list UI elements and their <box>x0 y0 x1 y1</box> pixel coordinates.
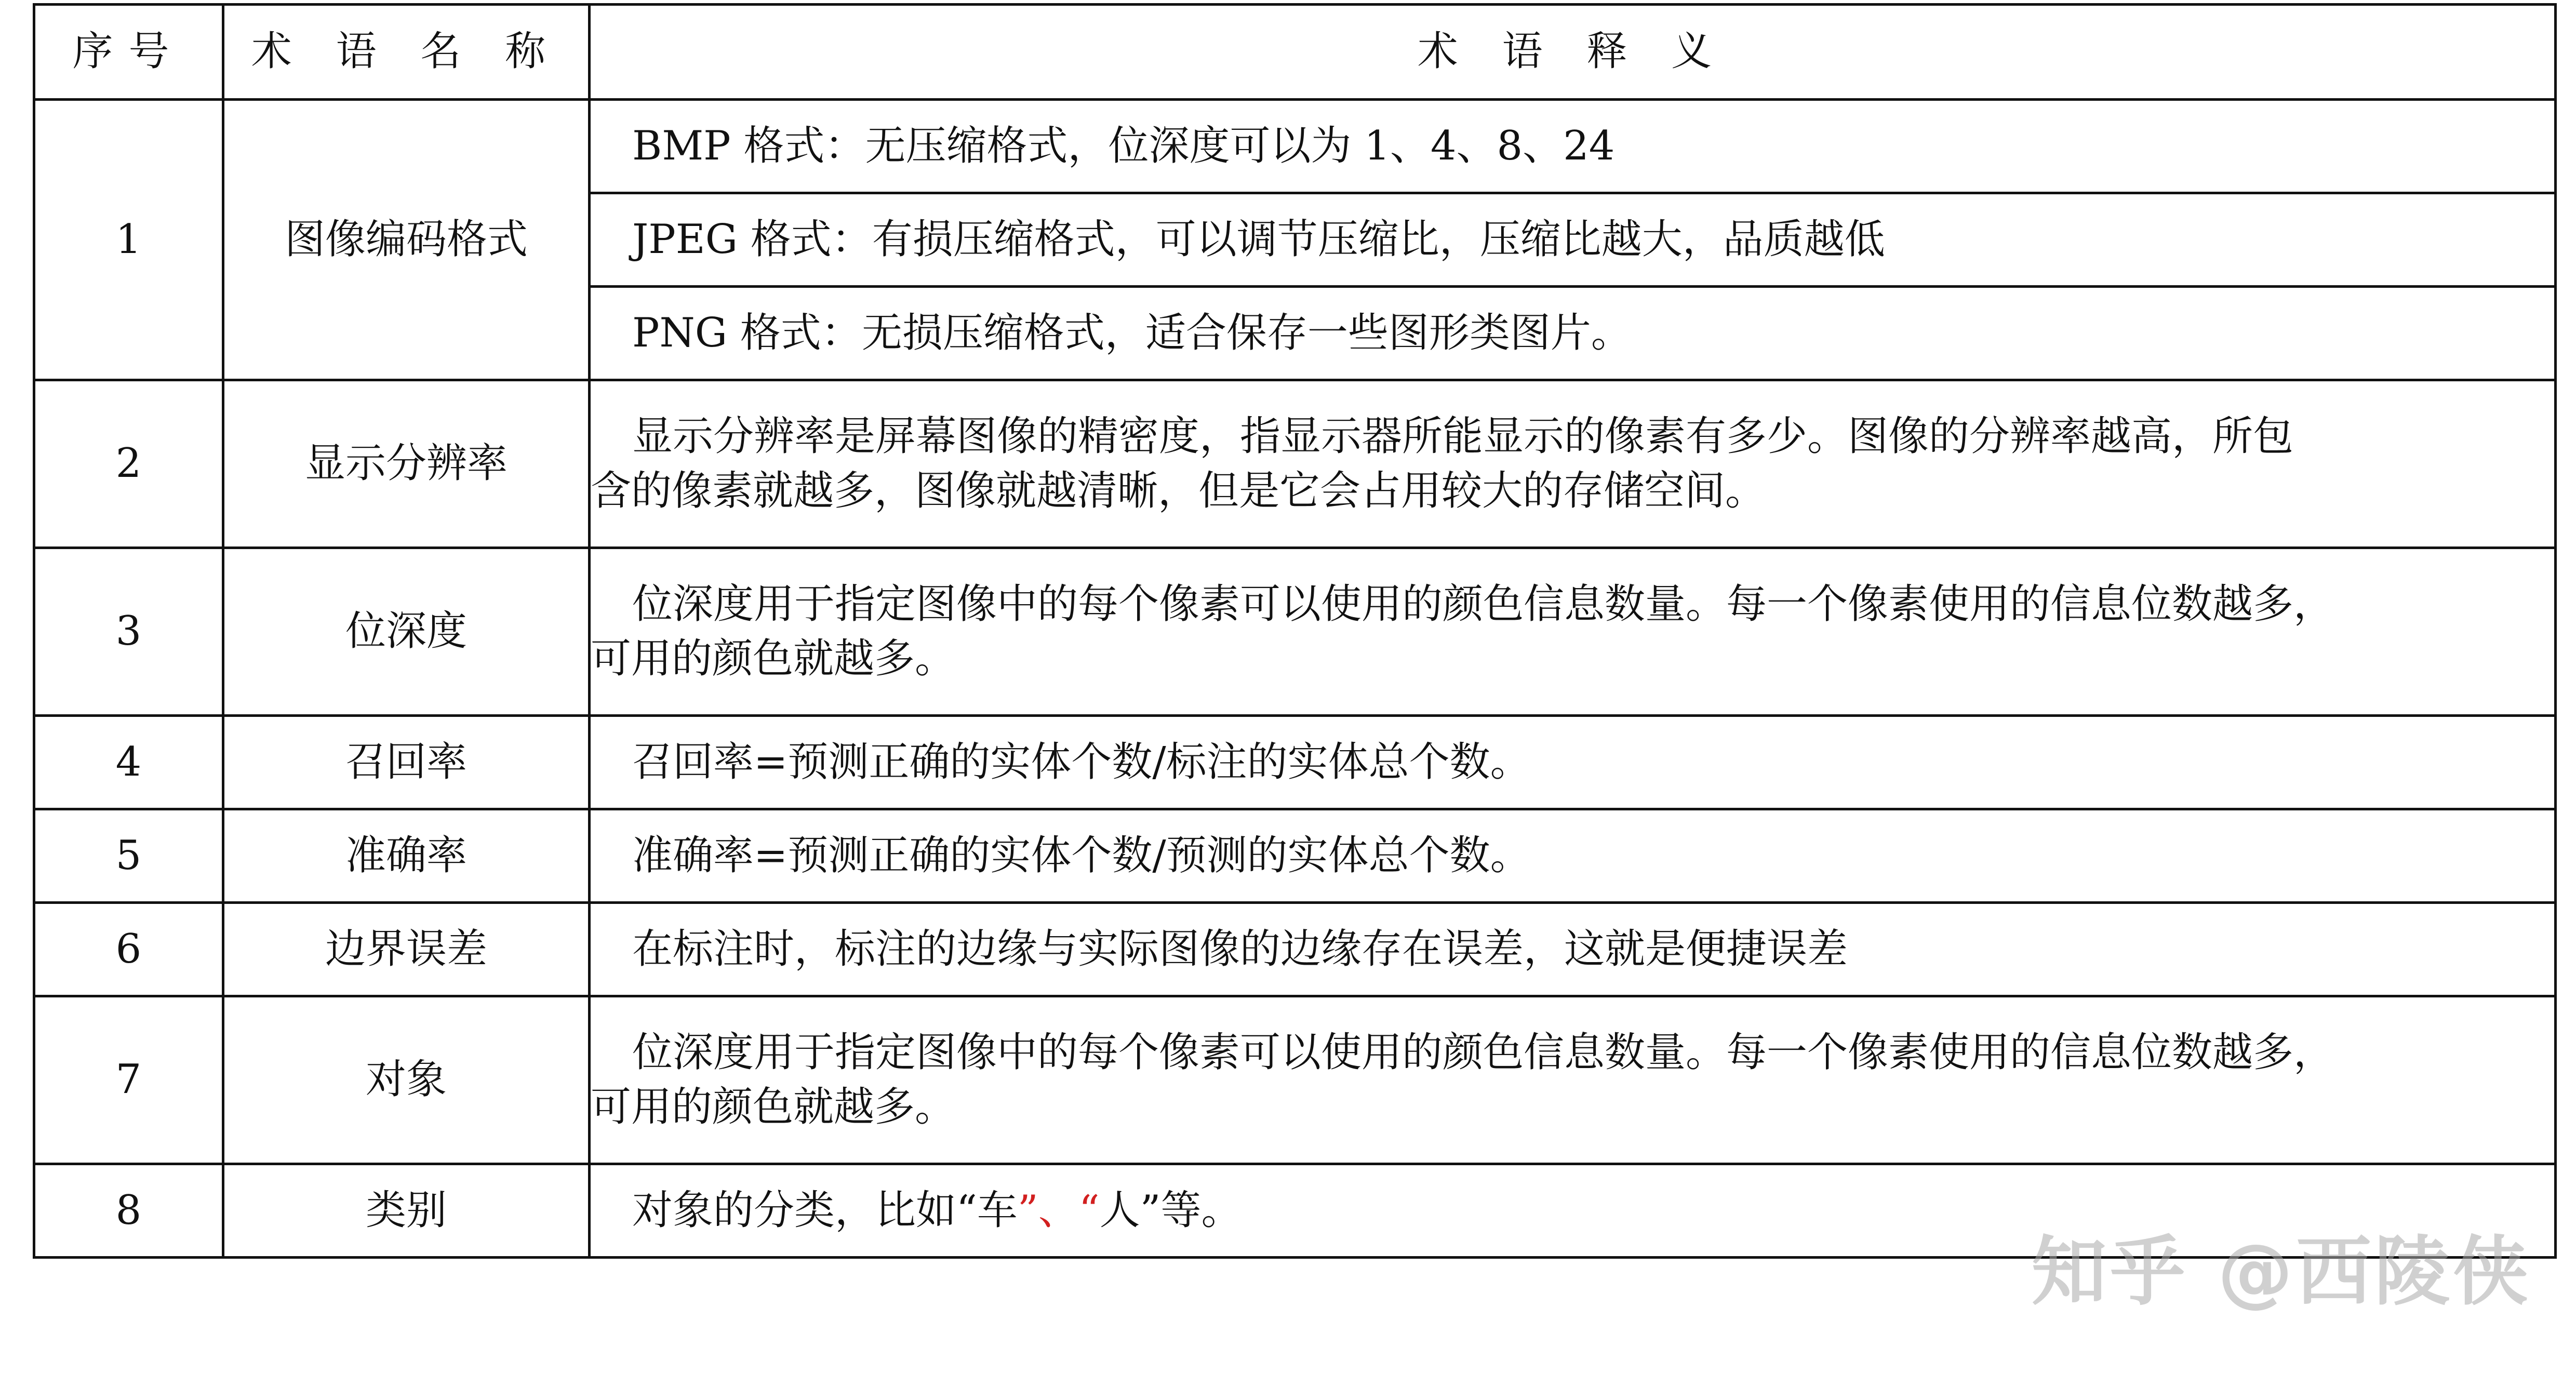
term-name: 对象 <box>223 996 590 1164</box>
definition-text: BMP 格式：无压缩格式，位深度可以为 1、4、8、24 <box>632 122 1615 169</box>
header-name: 术 语 名 称 <box>223 5 590 100</box>
term-name: 召回率 <box>223 716 590 809</box>
definition-text: 可用的颜色就越多。 <box>591 635 956 682</box>
table-row <box>34 996 2556 1164</box>
definition-text: 在标注时，标注的边缘与实际图像的边缘存在误差，这就是便捷误差 <box>632 925 1848 972</box>
term-name: 位深度 <box>223 548 590 716</box>
definition-text: 位深度用于指定图像中的每个像素可以使用的颜色信息数量。每一个像素使用的信息位数越多， <box>632 580 2334 628</box>
red-quote-marks: ”、“ <box>1017 1187 1100 1234</box>
term-name: 准确率 <box>223 809 590 903</box>
definition-text: 人”等。 <box>1099 1187 1242 1234</box>
term-name: 显示分辨率 <box>223 380 590 548</box>
table-row <box>34 548 2556 716</box>
table-row <box>34 809 2556 903</box>
definition-text: 召回率=预测正确的实体个数/标注的实体总个数。 <box>632 738 1531 785</box>
definition-text: 含的像素就越多，图像就越清晰，但是它会占用较大的存储空间。 <box>591 468 1766 514</box>
row-num: 1 <box>34 100 223 380</box>
header-num: 序号 <box>34 5 223 100</box>
term-definition <box>590 287 2556 380</box>
row-num: 5 <box>34 809 223 903</box>
row-num: 8 <box>34 1164 223 1258</box>
header-row <box>34 5 2556 100</box>
table-row <box>34 903 2556 996</box>
term-name: 边界误差 <box>223 903 590 996</box>
row-num: 3 <box>34 548 223 716</box>
term-definition <box>590 809 2556 903</box>
term-name: 图像编码格式 <box>223 100 590 380</box>
definition-text: JPEG 格式：有损压缩格式，可以调节压缩比，压缩比越大，品质越低 <box>632 216 1885 263</box>
row-num: 2 <box>34 380 223 548</box>
watermark: 知乎 @西陵侠 <box>2031 1228 2531 1316</box>
table-row <box>34 716 2556 809</box>
term-definition <box>590 100 2556 193</box>
term-definition <box>590 548 2556 716</box>
definition-text: 对象的分类，比如“车 <box>632 1187 1018 1234</box>
terms-table <box>33 3 2557 1259</box>
definition-text: 准确率=预测正确的实体个数/预测的实体总个数。 <box>632 832 1531 879</box>
table-row <box>34 100 2556 193</box>
term-definition <box>590 380 2556 548</box>
term-name: 类别 <box>223 1164 590 1258</box>
row-num: 4 <box>34 716 223 809</box>
table-row <box>34 380 2556 548</box>
definition-text: 位深度用于指定图像中的每个像素可以使用的颜色信息数量。每一个像素使用的信息位数越多， <box>632 1029 2334 1076</box>
row-num: 7 <box>34 996 223 1164</box>
term-definition <box>590 996 2556 1164</box>
term-definition <box>590 193 2556 287</box>
row-num: 6 <box>34 903 223 996</box>
header-def: 术 语 释 义 <box>590 5 2556 100</box>
term-definition <box>590 716 2556 809</box>
term-definition <box>590 903 2556 996</box>
definition-text: PNG 格式：无损压缩格式，适合保存一些图形类图片。 <box>632 309 1632 356</box>
definition-text: 显示分辨率是屏幕图像的精密度，指显示器所能显示的像素有多少。图像的分辨率越高，所包 <box>632 412 2294 460</box>
definition-text: 可用的颜色就越多。 <box>591 1084 956 1130</box>
